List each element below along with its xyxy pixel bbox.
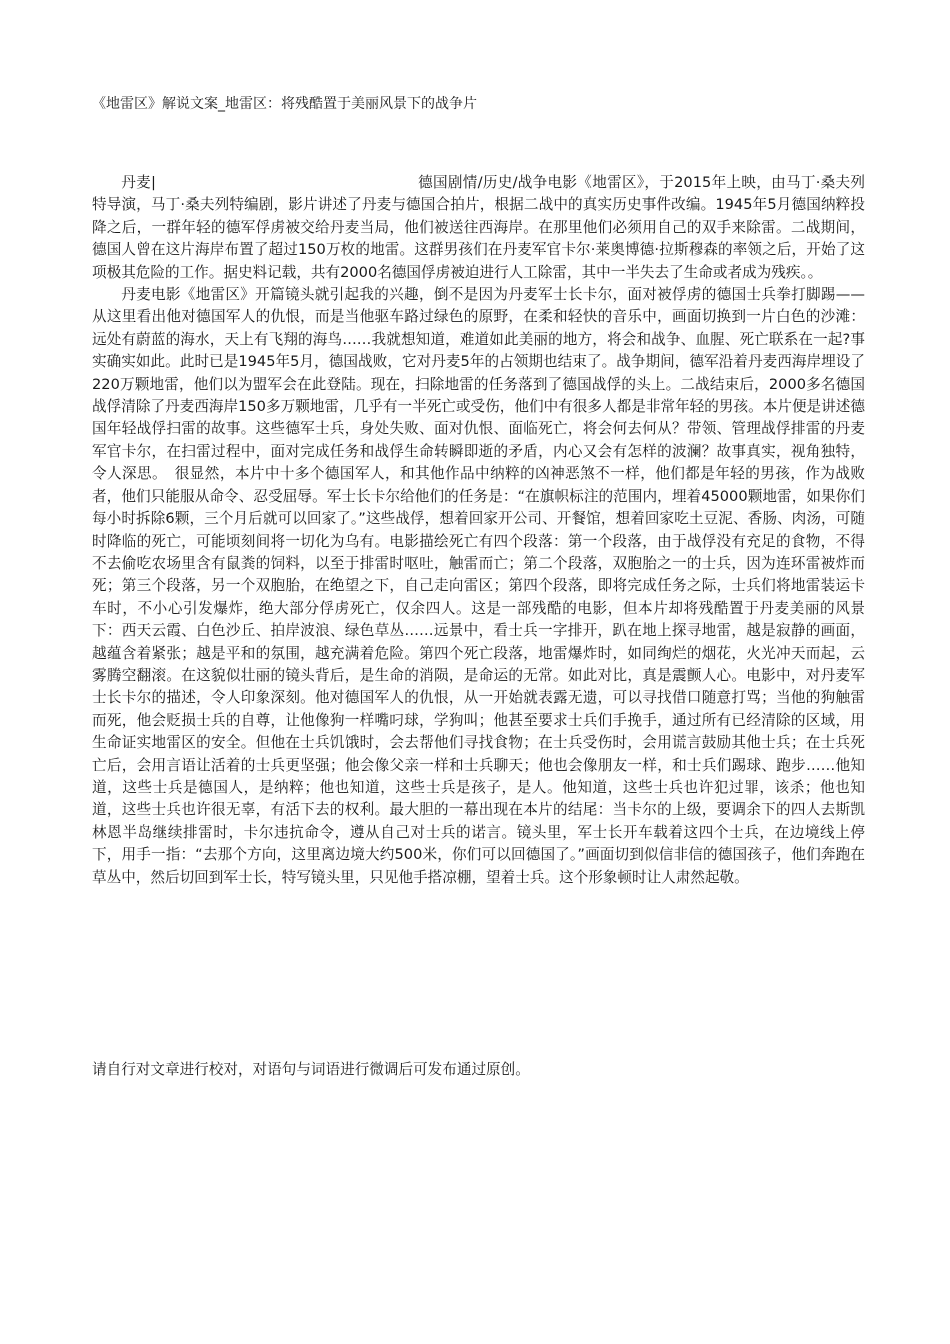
paragraph-intro (92, 172, 865, 284)
footer-note: 请自行对文章进行校对，对语句与词语进行微调后可发布通过原创。 (92, 1061, 530, 1078)
document-title: 《地雷区》解说文案_地雷区：将残酷置于美丽风景下的战争片 (92, 96, 477, 112)
paragraph-intro-text: 德国剧情/历史/战争电影《地雷区》，于2015年上映，由马丁·桑夫列特导演，马丁·桑夫列特编剧，影片讲述了丹麦与德国合拍片，根据二战中的真实历史事件改编。1945年5月德国纳粹投降之后，一群年轻的德军俘虏被交给丹麦当局，他们被送往西海岸。在那里他们必须用自己的双手来除雷。二战期间，德国人曾在这片海岸布置了超过150万枚的地雷。这群男孩们在丹麦军官卡尔·莱奥博德·拉斯穆森的率领之后，开始了这项极其危险的工作。据史料记载，共有2000名德国俘虏被迫进行人工除雷，其中一半失去了生命或者成为残疾。。 (92, 174, 865, 281)
paragraph-review: 丹麦电影《地雷区》开篇镜头就引起我的兴趣，倒不是因为丹麦军士长卡尔，面对被俘虏的德国士兵拳打脚踢——从这里看出他对德国军人的仇恨，而是当他驱车路过绿色的原野，在柔和轻快的音乐中，画面切换到一片白色的沙滩：远处有蔚蓝的海水，天上有飞翔的海鸟……我就想知道，难道如此美丽的地方，将会和战争、血腥、死亡联系在一起?事实确实如此。此时已是1945年5月，德国战败，它对丹麦5年的占领期也结束了。战争期间，德军沿着丹麦西海岸埋设了220万颗地雷，他们以为盟军会在此登陆。现在，扫除地雷的任务落到了德国战俘的头上。二战结束后，2000多名德国战俘清除了丹麦西海岸150多万颗地雷，几乎有一半死亡或受伤，他们中有很多人都是非常年轻的男孩。本片便是讲述德国年轻战俘扫雷的故事。这些德军士兵，身处失败、面对仇恨、面临死亡，将会何去何从？带领、管理战俘排雷的丹麦军官卡尔，在扫雷过程中，面对完成任务和战俘生命转瞬即逝的矛盾，内心又会有怎样的波澜？故事真实，视角独特，令人深思。 很显然，本片中十多个德国军人，和其他作品中纳粹的凶神恶煞不一样，他们都是年轻的男孩，作为战败者，他们只能服从命令、忍受屈辱。军士长卡尔给他们的任务是：“在旗帜标注的范围内，埋着45000颗地雷，如果你们每小时拆除6颗，三个月后就可以回家了。”这些战俘，想着回家开公司、开餐馆，想着回家吃土豆泥、香肠、肉汤，可随时降临的死亡，可能顷刻间将一切化为乌有。电影描绘死亡有四个段落：第一个段落，由于战俘没有充足的食物，不得不去偷吃农场里含有鼠粪的饲料，以至于排雷时呕吐，触雷而亡；第二个段落，双胞胎之一的士兵，因为连环雷被炸而死；第三个段落，另一个双胞胎，在绝望之下，自己走向雷区；第四个段落，即将完成任务之际，士兵们将地雷装运卡车时，不小心引发爆炸，绝大部分俘虏死亡，仅余四人。这是一部残酷的电影，但本片却将残酷置于丹麦美丽的风景下：西天云霞、白色沙丘、拍岸波浪、绿色草丛……远景中，看士兵一字排开，趴在地上探寻地雷，越是寂静的画面，越蕴含着紧张；越是平和的氛围，越充满着危险。第四个死亡段落，地雷爆炸时，如同绚烂的烟花，火光冲天而起，云雾腾空翻滚。在这貌似壮丽的镜头背后，是生命的消陨，是命运的无常。如此对比，真是震颤人心。电影中，对丹麦军士长卡尔的描述，令人印象深刻。他对德国军人的仇恨，从一开始就表露无遗，可以寻找借口随意打骂；当他的狗触雷而死，他会贬损士兵的自尊，让他像狗一样嘴叼球，学狗叫；他甚至要求士兵们手挽手，通过所有已经清除的区域，用生命证实地雷区的安全。但他在士兵饥饿时，会去帮他们寻找食物；在士兵受伤时，会用谎言鼓励其他士兵；在士兵死亡后，会用言语让活着的士兵更坚强；他会像父亲一样和士兵聊天；他也会像朋友一样，和士兵们踢球、跑步……他知道，这些士兵是德国人，是纳粹；他也知道，这些士兵是孩子，是人。他知道，这些士兵也许犯过罪，该杀；他也知道，这些士兵也许很无辜，有活下去的权利。最大胆的一幕出现在本片的结尾：当卡尔的上级，要调余下的四人去斯凯林恩半岛继续排雷时，卡尔违抗命令，遵从自己对士兵的诺言。镜头里，军士长开车载着这四个士兵，在边境线上停下，用手一指：“去那个方向，这里离边境大约500米，你们可以回德国了。”画面切到似信非信的德国孩子，他们奔跑在草丛中，然后切回到军士长，特写镜头里，只见他手搭凉棚，望着士兵。这个形象顿时让人肃然起敬。 (92, 286, 865, 886)
lead-label: 丹麦| (121, 174, 156, 191)
article-body (92, 172, 865, 889)
